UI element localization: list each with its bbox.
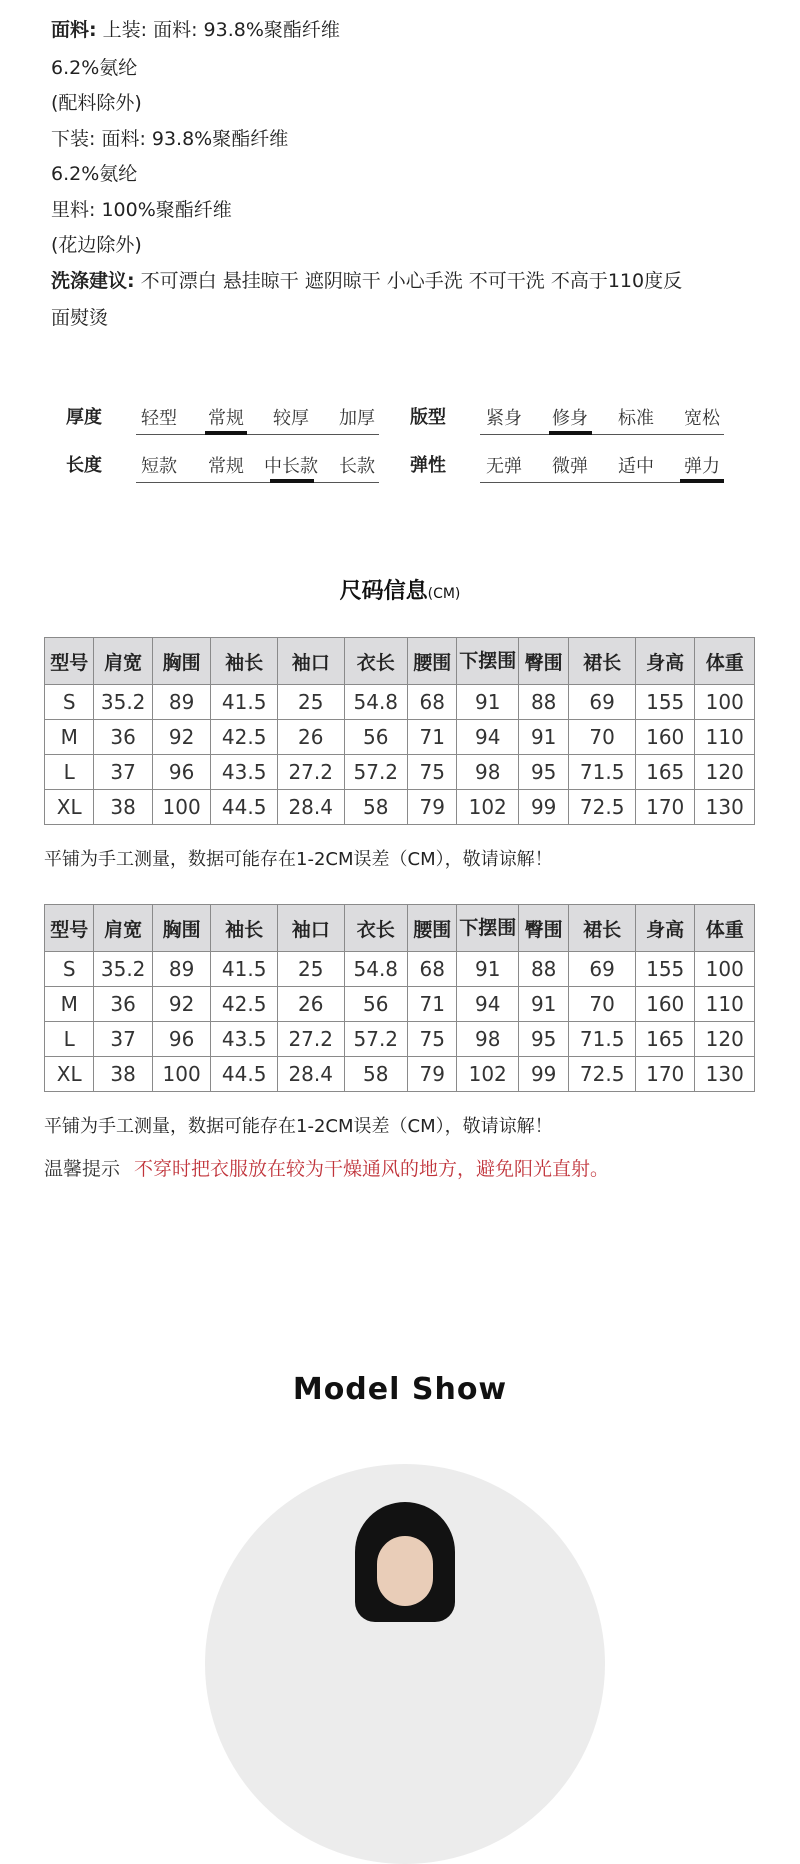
fabric-line-1 [51, 18, 340, 42]
table-cell: 75 [408, 755, 457, 790]
table-cell: 44.5 [211, 790, 278, 825]
table-cell: 25 [277, 685, 344, 720]
table-cell: 36 [94, 720, 152, 755]
table-cell: 94 [457, 987, 519, 1022]
attr-length-opt-2: 常规 [208, 456, 244, 477]
table-cell: 160 [635, 720, 695, 755]
table-cell: 27.2 [277, 1022, 344, 1057]
table-cell: 88 [518, 685, 568, 720]
table-cell: 75 [408, 1022, 457, 1057]
table-cell: 102 [457, 1057, 519, 1092]
wash-line-2: 面熨烫 [51, 307, 109, 329]
model-face [377, 1536, 433, 1606]
table-cell: 71 [408, 720, 457, 755]
table-cell: 89 [152, 685, 210, 720]
col-header-waist: 腰围 [408, 905, 457, 952]
table-cell: 26 [277, 720, 344, 755]
table-cell: 98 [457, 1022, 519, 1057]
care-tip [44, 1154, 609, 1181]
table-cell: 96 [152, 1022, 210, 1057]
table-row [45, 755, 755, 790]
table-cell: 71.5 [569, 1022, 636, 1057]
table-cell: 36 [94, 987, 152, 1022]
col-header-waist: 腰围 [408, 638, 457, 685]
col-header-sleeve-length: 袖长 [211, 905, 278, 952]
table-cell: 25 [277, 952, 344, 987]
table-cell: 42.5 [211, 987, 278, 1022]
table-cell: 27.2 [277, 755, 344, 790]
table-cell: 155 [635, 685, 695, 720]
size-info-title-main: 尺码信息 [339, 579, 428, 604]
attr-length-opt-4: 长款 [339, 456, 375, 477]
table-cell: 41.5 [211, 952, 278, 987]
attr-fit-label: 版型 [410, 407, 446, 428]
table-cell: 43.5 [211, 1022, 278, 1057]
col-header-sleeve-length: 袖长 [211, 638, 278, 685]
table-cell: 38 [94, 790, 152, 825]
table-cell: 100 [695, 685, 755, 720]
attr-fit-opt-1: 紧身 [486, 408, 522, 429]
table-row [45, 790, 755, 825]
table-row [45, 720, 755, 755]
col-header-size: 型号 [45, 638, 94, 685]
table-cell: 96 [152, 755, 210, 790]
col-header-weight: 体重 [695, 638, 755, 685]
table-cell: 72.5 [569, 1057, 636, 1092]
table-cell: 70 [569, 987, 636, 1022]
table-cell: 99 [518, 1057, 568, 1092]
table-cell: 37 [94, 1022, 152, 1057]
table-cell: 54.8 [344, 952, 408, 987]
table-cell: 54.8 [344, 685, 408, 720]
attr-elasticity-opt-4: 弹力 [684, 456, 720, 477]
table-cell: S [45, 952, 94, 987]
attr-length-label: 长度 [66, 455, 102, 476]
table-cell: 160 [635, 987, 695, 1022]
col-header-size: 型号 [45, 905, 94, 952]
table-cell: 71 [408, 987, 457, 1022]
size-info-title-unit: (CM) [427, 586, 461, 602]
attr-thickness-opt-2: 常规 [208, 408, 244, 429]
col-header-skirt-length: 裙长 [569, 638, 636, 685]
table-cell: 100 [695, 952, 755, 987]
attr-elasticity-opt-2: 微弹 [552, 456, 588, 477]
table-row [45, 685, 755, 720]
fabric-line-2: 6.2%氨纶 [51, 57, 138, 79]
measure-note-2: 平铺为手工测量，数据可能存在1-2CM误差（CM），敬请谅解！ [44, 1116, 553, 1137]
table-row [45, 952, 755, 987]
table-cell: 56 [344, 720, 408, 755]
col-header-shoulder: 肩宽 [94, 638, 152, 685]
fabric-top-text: 上装: 面料: 93.8%聚酯纤维 [96, 19, 340, 41]
size-table-1 [44, 637, 755, 825]
table-cell: 35.2 [94, 685, 152, 720]
attr-length-opt-1: 短款 [141, 456, 177, 477]
wash-label: 洗涤建议: [51, 270, 135, 292]
attr-length-line [136, 482, 379, 483]
table-cell: 57.2 [344, 755, 408, 790]
attr-elasticity-label: 弹性 [410, 455, 446, 476]
table-cell: 91 [518, 987, 568, 1022]
table-cell: 41.5 [211, 685, 278, 720]
table-cell: 120 [695, 1022, 755, 1057]
table-cell: 100 [152, 1057, 210, 1092]
col-header-top-length: 衣长 [344, 905, 408, 952]
table-cell: 69 [569, 685, 636, 720]
col-header-bust: 胸围 [152, 905, 210, 952]
table-cell: 165 [635, 755, 695, 790]
table-cell: 68 [408, 952, 457, 987]
fabric-line-3: (配料除外) [51, 92, 142, 114]
fabric-line-4: 下装: 面料: 93.8%聚酯纤维 [51, 128, 289, 150]
attr-length-selected-marker [270, 479, 314, 483]
attr-thickness-line [136, 434, 379, 435]
col-header-hip: 臀围 [518, 905, 568, 952]
table-cell: 28.4 [277, 1057, 344, 1092]
table-cell: 92 [152, 987, 210, 1022]
attr-fit-opt-3: 标准 [618, 408, 654, 429]
table-cell: 70 [569, 720, 636, 755]
table-cell: 57.2 [344, 1022, 408, 1057]
table-cell: 98 [457, 755, 519, 790]
table-cell: 95 [518, 755, 568, 790]
attr-fit-opt-4: 宽松 [684, 408, 720, 429]
attr-thickness-selected-marker [205, 431, 247, 435]
attr-fit-opt-2: 修身 [552, 408, 588, 429]
table-cell: 79 [408, 1057, 457, 1092]
attr-thickness-opt-4: 加厚 [339, 408, 375, 429]
table-cell: 69 [569, 952, 636, 987]
attr-thickness-opt-1: 轻型 [141, 408, 177, 429]
table-cell: 120 [695, 755, 755, 790]
table-header-row [45, 905, 755, 952]
table-cell: 42.5 [211, 720, 278, 755]
table-cell: 130 [695, 790, 755, 825]
size-table-2 [44, 904, 755, 1092]
table-cell: 91 [457, 952, 519, 987]
table-cell: 170 [635, 1057, 695, 1092]
attr-fit-selected-marker [549, 431, 592, 435]
table-cell: 72.5 [569, 790, 636, 825]
table-row [45, 1022, 755, 1057]
table-cell: 58 [344, 1057, 408, 1092]
table-cell: 35.2 [94, 952, 152, 987]
fabric-line-5: 6.2%氨纶 [51, 163, 138, 185]
wash-text: 不可漂白 悬挂晾干 遮阴晾干 小心手洗 不可干洗 不高于110度反 [134, 270, 683, 292]
table-cell: 99 [518, 790, 568, 825]
table-cell: 130 [695, 1057, 755, 1092]
attr-length-opt-3: 中长款 [264, 456, 318, 477]
table-cell: 88 [518, 952, 568, 987]
attr-thickness-opt-3: 较厚 [273, 408, 309, 429]
table-cell: 170 [635, 790, 695, 825]
table-cell: 79 [408, 790, 457, 825]
table-cell: 28.4 [277, 790, 344, 825]
table-cell: 44.5 [211, 1057, 278, 1092]
table-cell: 26 [277, 987, 344, 1022]
col-header-hem: 下摆围 [457, 905, 519, 952]
col-header-height: 身高 [635, 638, 695, 685]
table-cell: 155 [635, 952, 695, 987]
table-row [45, 1057, 755, 1092]
fabric-line-7: (花边除外) [51, 234, 142, 256]
table-cell: 95 [518, 1022, 568, 1057]
table-cell: 71.5 [569, 755, 636, 790]
care-tip-text: 不穿时把衣服放在较为干燥通风的地方，避免阳光直射。 [134, 1158, 610, 1180]
measure-note-1: 平铺为手工测量，数据可能存在1-2CM误差（CM），敬请谅解！ [44, 849, 553, 870]
table-cell: L [45, 755, 94, 790]
table-cell: 110 [695, 720, 755, 755]
table-row [45, 987, 755, 1022]
table-cell: 100 [152, 790, 210, 825]
table-cell: M [45, 720, 94, 755]
attr-elasticity-opt-1: 无弹 [486, 456, 522, 477]
table-cell: S [45, 685, 94, 720]
col-header-bust: 胸围 [152, 638, 210, 685]
model-show-title: Model Show [292, 1372, 508, 1407]
wash-line-1 [51, 269, 682, 293]
care-tip-label: 温馨提示 [44, 1158, 121, 1180]
table-cell: XL [45, 790, 94, 825]
table-cell: 56 [344, 987, 408, 1022]
table-cell: 68 [408, 685, 457, 720]
model-photo [205, 1464, 605, 1864]
table-cell: 165 [635, 1022, 695, 1057]
table-cell: 110 [695, 987, 755, 1022]
size-info-title [0, 574, 800, 605]
col-header-hip: 臀围 [518, 638, 568, 685]
table-cell: M [45, 987, 94, 1022]
table-cell: XL [45, 1057, 94, 1092]
table-cell: 43.5 [211, 755, 278, 790]
col-header-shoulder: 肩宽 [94, 905, 152, 952]
fabric-line-6: 里料: 100%聚酯纤维 [51, 199, 232, 221]
table-cell: 91 [457, 685, 519, 720]
attr-thickness-label: 厚度 [66, 407, 102, 428]
col-header-weight: 体重 [695, 905, 755, 952]
attr-elasticity-opt-3: 适中 [618, 456, 654, 477]
col-header-cuff: 袖口 [277, 905, 344, 952]
col-header-skirt-length: 裙长 [569, 905, 636, 952]
col-header-top-length: 衣长 [344, 638, 408, 685]
table-cell: 102 [457, 790, 519, 825]
fabric-label: 面料: [51, 19, 97, 41]
attr-fit-line [480, 434, 724, 435]
table-cell: 91 [518, 720, 568, 755]
table-cell: 38 [94, 1057, 152, 1092]
col-header-hem: 下摆围 [457, 638, 519, 685]
table-cell: 58 [344, 790, 408, 825]
attr-elasticity-selected-marker [680, 479, 724, 483]
table-cell: 92 [152, 720, 210, 755]
table-cell: 89 [152, 952, 210, 987]
col-header-height: 身高 [635, 905, 695, 952]
table-cell: 94 [457, 720, 519, 755]
col-header-cuff: 袖口 [277, 638, 344, 685]
table-cell: L [45, 1022, 94, 1057]
table-cell: 37 [94, 755, 152, 790]
table-header-row [45, 638, 755, 685]
